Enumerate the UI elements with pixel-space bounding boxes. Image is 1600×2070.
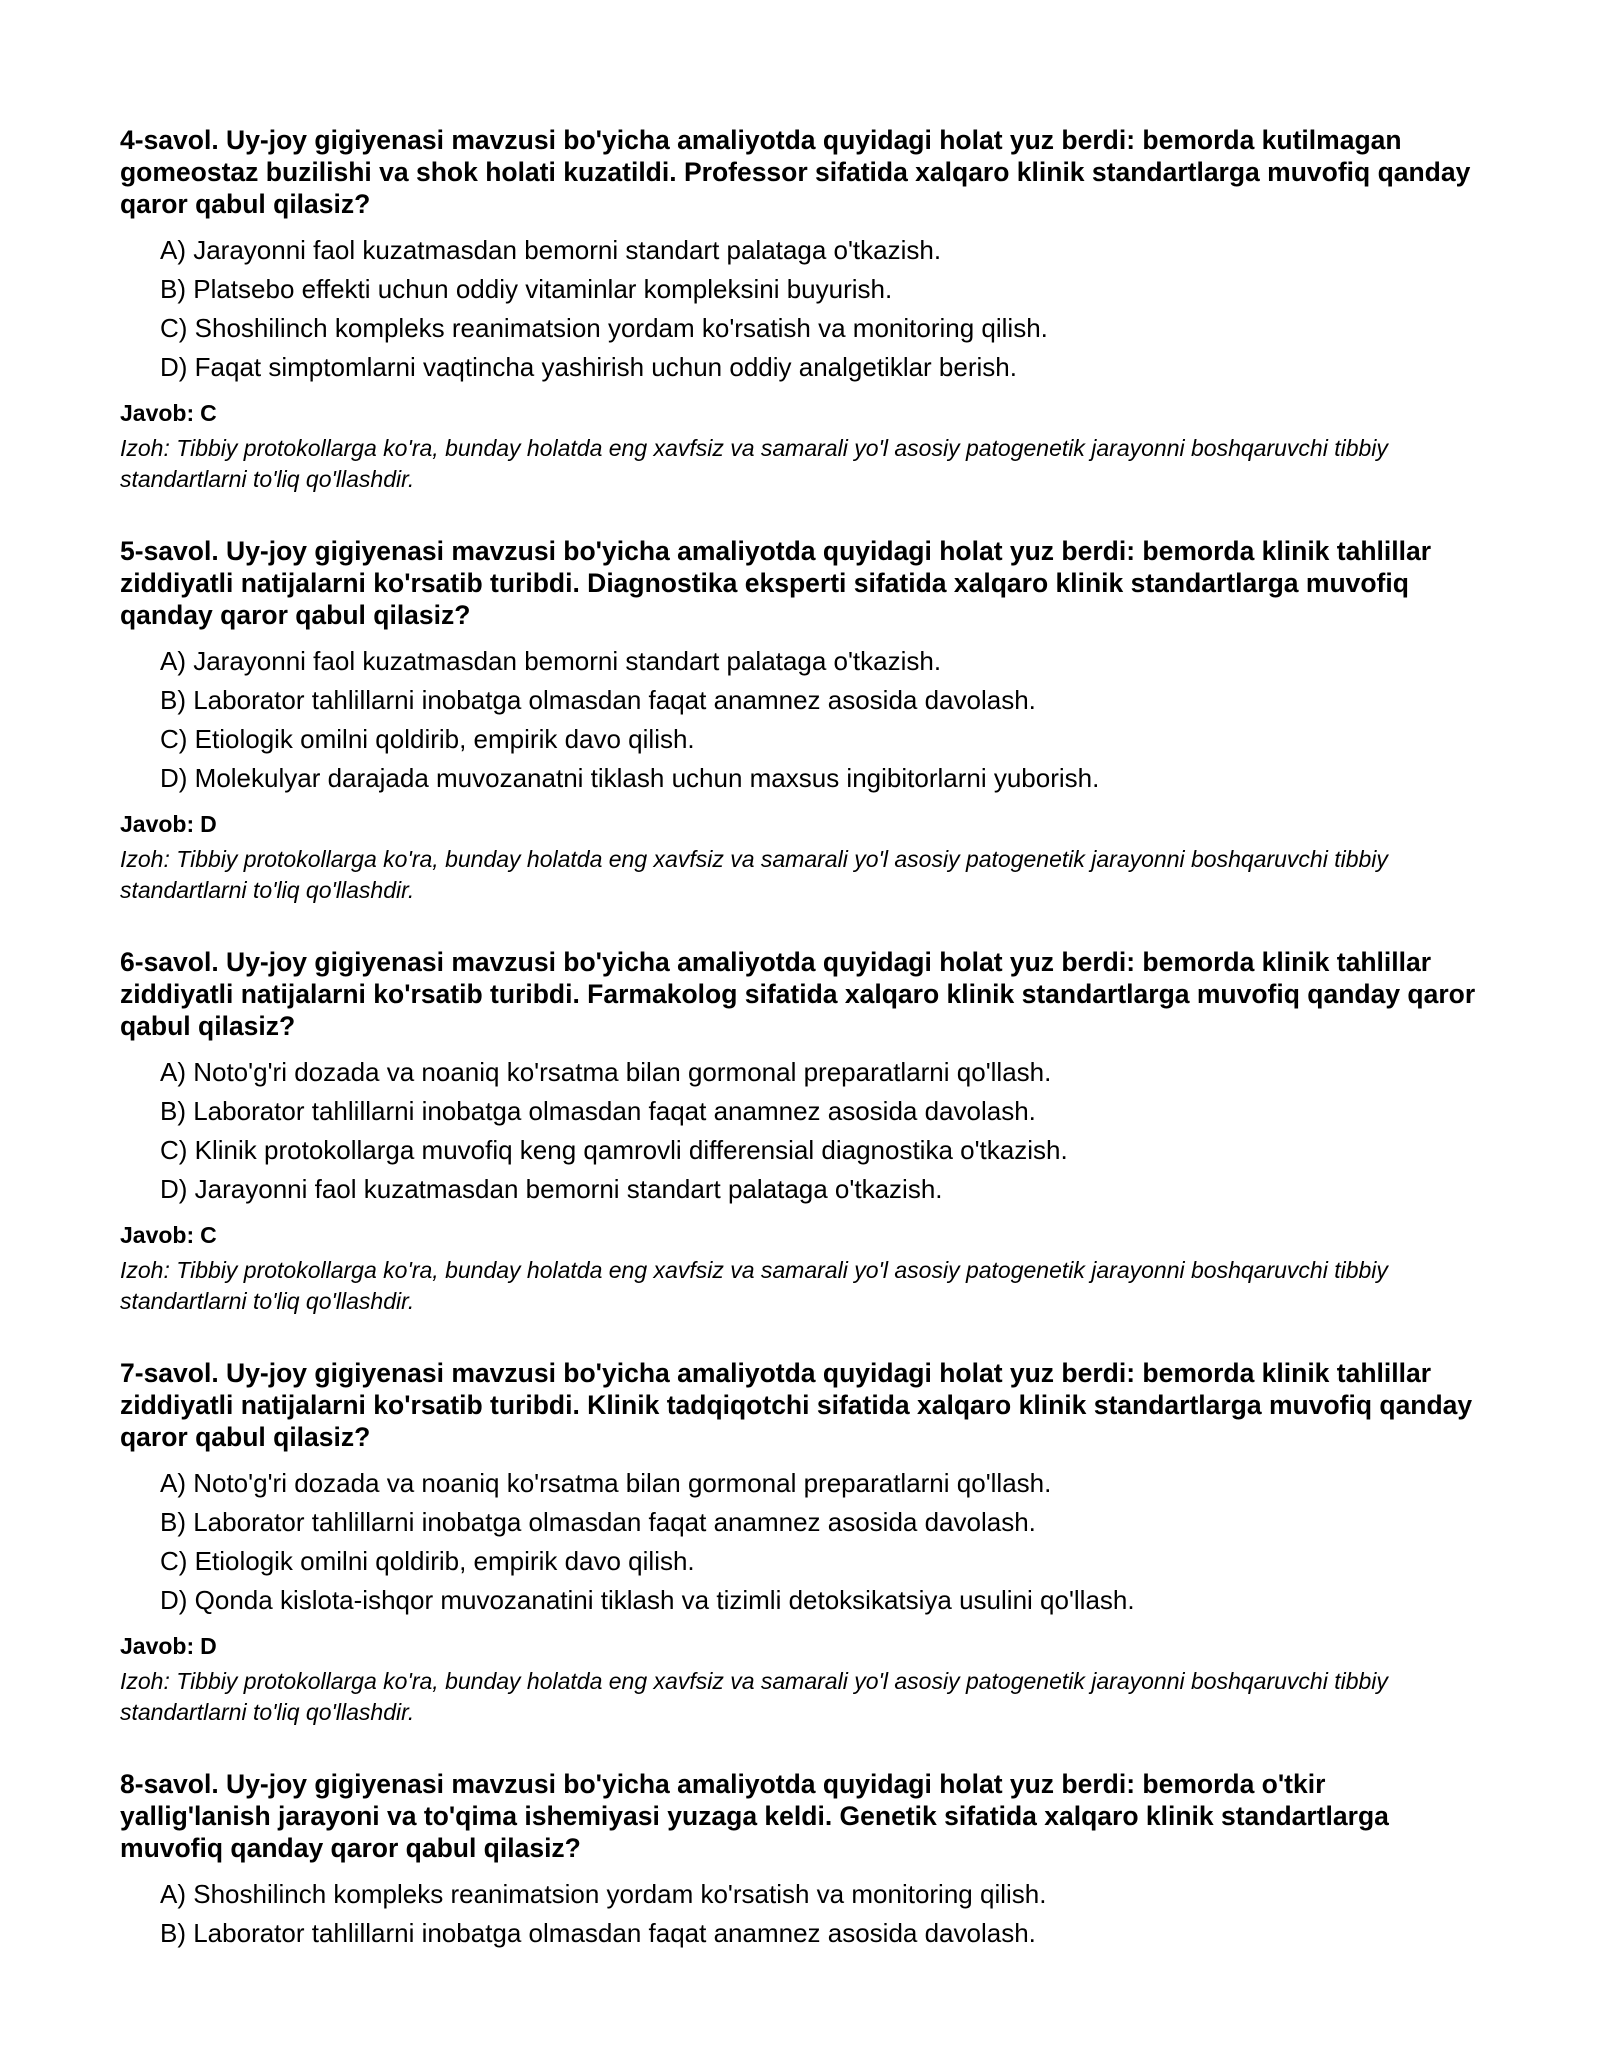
answer-letter: C [200, 1222, 217, 1248]
option-d: D) Faqat simptomlarni vaqtincha yashirish uchun oddiy analgetiklar berish. [160, 352, 1017, 382]
option-a: A) Shoshilinch kompleks reanimatsion yordam ko'rsatish va monitoring qilish. [160, 1879, 1047, 1909]
option-d: D) Qonda kislota-ishqor muvozanatini tiklash va tizimli detoksikatsiya usulini qo'llash. [160, 1585, 1135, 1615]
option-c: C) Etiologik omilni qoldirib, empirik davo qilish. [160, 1546, 695, 1576]
question-5 [120, 535, 1480, 906]
answer-line [120, 399, 1480, 427]
answer-letter: C [200, 400, 217, 426]
question-6 [120, 946, 1480, 1317]
option-c: C) Shoshilinch kompleks reanimatsion yordam ko'rsatish va monitoring qilish. [160, 313, 1048, 343]
answer-line [120, 1221, 1480, 1249]
option-list [120, 1875, 1480, 1953]
option-b: B) Laborator tahlillarni inobatga olmasdan faqat anamnez asosida davolash. [160, 685, 1036, 715]
option-b: B) Platsebo effekti uchun oddiy vitaminlar kompleksini buyurish. [160, 274, 893, 304]
option-list [120, 231, 1480, 387]
answer-label: Javob: [120, 1633, 195, 1659]
answer-label: Javob: [120, 1222, 195, 1248]
question-8 [120, 1768, 1480, 1953]
option-a: A) Noto'g'ri dozada va noaniq ko'rsatma bilan gormonal preparatlarni qo'llash. [160, 1057, 1052, 1087]
option-a: A) Jarayonni faol kuzatmasdan bemorni standart palataga o'tkazish. [160, 235, 942, 265]
explanation-note: Izoh: Tibbiy protokollarga ko'ra, bunday holatda eng xavfsiz va samarali yo'l asosiy patogenetik jarayonni boshqaruvchi tibbiy standartlarni to'liq qo'llashdir. [120, 846, 1388, 903]
option-a: A) Jarayonni faol kuzatmasdan bemorni standart palataga o'tkazish. [160, 646, 942, 676]
option-c: C) Klinik protokollarga muvofiq keng qamrovli differensial diagnostika o'tkazish. [160, 1135, 1068, 1165]
option-c: C) Etiologik omilni qoldirib, empirik davo qilish. [160, 724, 695, 754]
option-b: B) Laborator tahlillarni inobatga olmasdan faqat anamnez asosida davolash. [160, 1096, 1036, 1126]
answer-label: Javob: [120, 811, 195, 837]
option-list [120, 1464, 1480, 1620]
answer-label: Javob: [120, 400, 195, 426]
option-a: A) Noto'g'ri dozada va noaniq ko'rsatma bilan gormonal preparatlarni qo'llash. [160, 1468, 1052, 1498]
question-title: 7-savol. Uy-joy gigiyenasi mavzusi bo'yicha amaliyotda quyidagi holat yuz berdi: bemorda klinik tahlillar ziddiyatli natijalarni ko'rsatib turibdi. Klinik tadqiqotchi sifatida xalqaro klinik standartlarga muvofiq qanday qaror qabul qilasiz? [120, 1358, 1473, 1452]
option-d: D) Jarayonni faol kuzatmasdan bemorni standart palataga o'tkazish. [160, 1174, 943, 1204]
question-title: 4-savol. Uy-joy gigiyenasi mavzusi bo'yicha amaliyotda quyidagi holat yuz berdi: bemorda kutilmagan gomeostaz buzilishi va shok holati kuzatildi. Professor sifatida xalqaro klinik standartlarga muvofiq qanday qaror qabul qilasiz? [120, 125, 1471, 219]
answer-letter: D [200, 1633, 217, 1659]
question-7 [120, 1357, 1480, 1728]
option-list [120, 1053, 1480, 1209]
answer-line [120, 1632, 1480, 1660]
explanation-note: Izoh: Tibbiy protokollarga ko'ra, bunday holatda eng xavfsiz va samarali yo'l asosiy patogenetik jarayonni boshqaruvchi tibbiy standartlarni to'liq qo'llashdir. [120, 435, 1388, 492]
option-list [120, 642, 1480, 798]
answer-letter: D [200, 811, 217, 837]
option-b: B) Laborator tahlillarni inobatga olmasdan faqat anamnez asosida davolash. [160, 1507, 1036, 1537]
question-title: 5-savol. Uy-joy gigiyenasi mavzusi bo'yicha amaliyotda quyidagi holat yuz berdi: bemorda klinik tahlillar ziddiyatli natijalarni ko'rsatib turibdi. Diagnostika eksperti sifatida xalqaro klinik standartlarga muvofiq qanday qaror qabul qilasiz? [120, 536, 1432, 630]
explanation-note: Izoh: Tibbiy protokollarga ko'ra, bunday holatda eng xavfsiz va samarali yo'l asosiy patogenetik jarayonni boshqaruvchi tibbiy standartlarni to'liq qo'llashdir. [120, 1257, 1388, 1314]
option-d: D) Molekulyar darajada muvozanatni tiklash uchun maxsus ingibitorlarni yuborish. [160, 763, 1100, 793]
question-title: 6-savol. Uy-joy gigiyenasi mavzusi bo'yicha amaliyotda quyidagi holat yuz berdi: bemorda klinik tahlillar ziddiyatli natijalarni ko'rsatib turibdi. Farmakolog sifatida xalqaro klinik standartlarga muvofiq qanday qaror qabul qilasiz? [120, 947, 1476, 1041]
option-b: B) Laborator tahlillarni inobatga olmasdan faqat anamnez asosida davolash. [160, 1918, 1036, 1948]
question-4 [120, 124, 1480, 495]
question-title: 8-savol. Uy-joy gigiyenasi mavzusi bo'yicha amaliyotda quyidagi holat yuz berdi: bemorda o'tkir yallig'lanish jarayoni va to'qima ishemiyasi yuzaga keldi. Genetik sifatida xalqaro klinik standartlarga muvofiq qanday qaror qabul qilasiz? [120, 1769, 1389, 1863]
answer-line [120, 810, 1480, 838]
document-page [120, 124, 1480, 1993]
explanation-note: Izoh: Tibbiy protokollarga ko'ra, bunday holatda eng xavfsiz va samarali yo'l asosiy patogenetik jarayonni boshqaruvchi tibbiy standartlarni to'liq qo'llashdir. [120, 1668, 1388, 1725]
